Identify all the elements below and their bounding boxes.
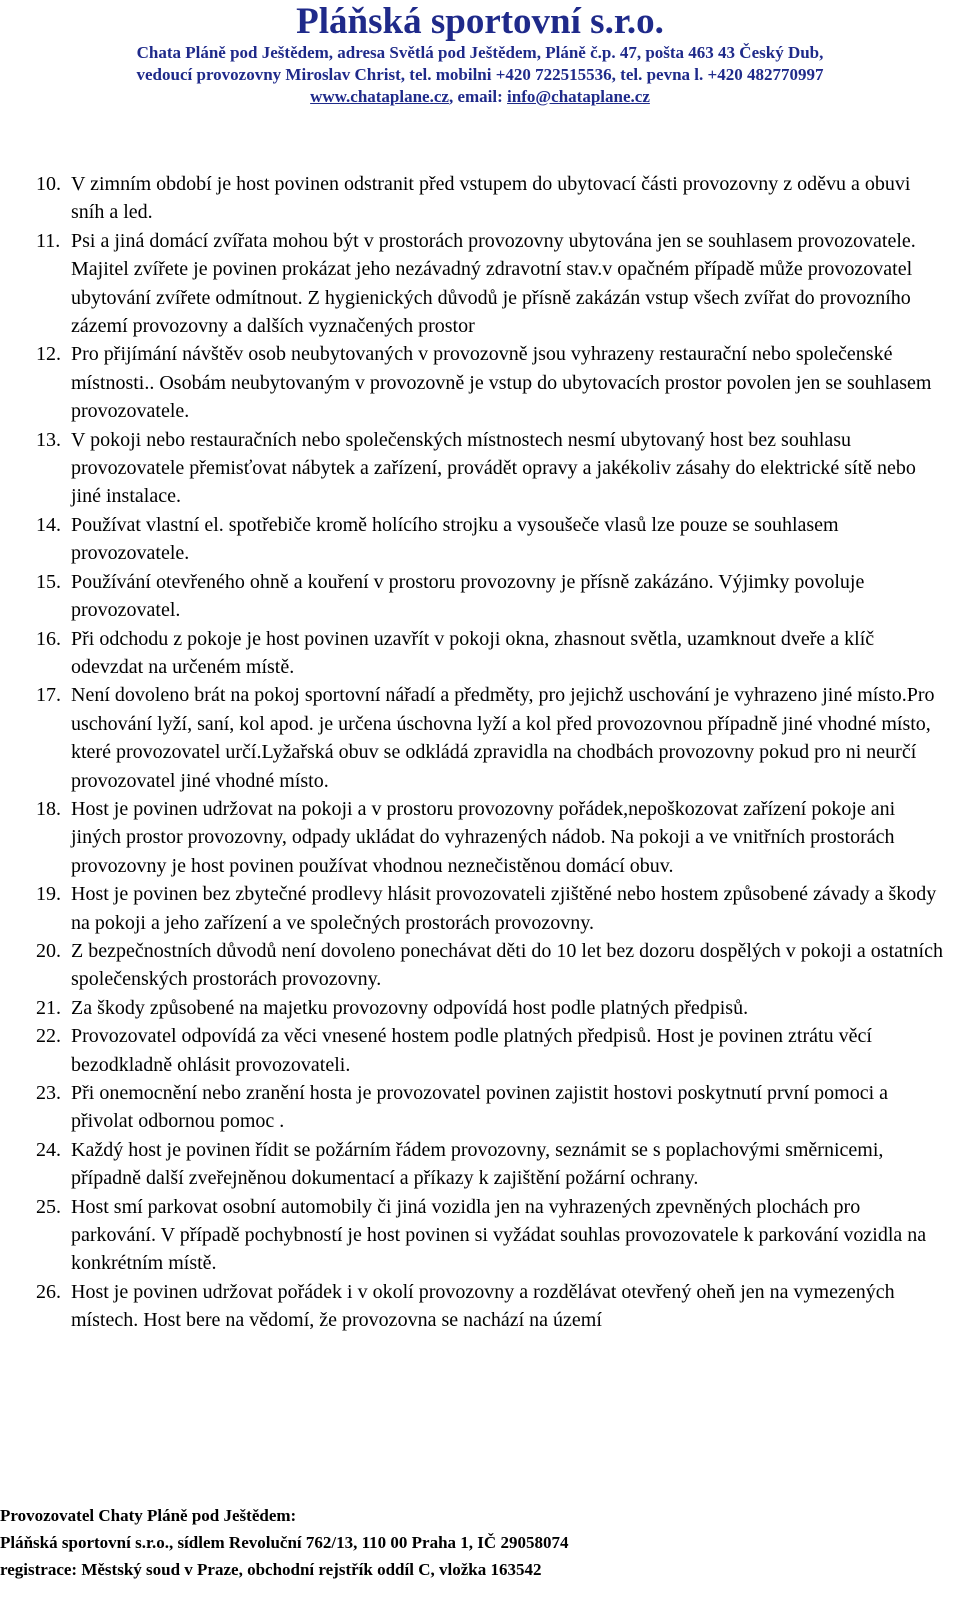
rule-text: Psi a jiná domácí zvířata mohou být v prostorách provozovny ubytována jen se souhlasem provozovatele. Majitel zvířete je povinen prokázat jeho nezávadný zdravotní stav.v opačném případě může provozovatel ubytování zvířete odmítnout. Z hygienických důvodů je přísně zakázán vstup všech zvířat do provozního zázemí provozovny a dalších vyznačených prostor (71, 229, 916, 338)
rule-text: Host je povinen bez zbytečné prodlevy hlásit provozovateli zjištěné nebo hostem způsobené závady a škody na pokoji a jeho zařízení a ve společných prostorách provozovny. (71, 883, 937, 934)
rules-list (36, 170, 946, 1335)
rule-item (36, 625, 946, 682)
rule-item (36, 227, 946, 341)
rule-text: Používat vlastní el. spotřebiče kromě holícího strojku a vysoušeče vlasů lze pouze se souhlasem provozovatele. (71, 513, 839, 565)
rule-item (36, 795, 946, 880)
rule-item (36, 994, 946, 1022)
rule-text: Z bezpečnostních důvodů není dovoleno ponechávat děti do 10 let bez dozoru dospělých v pokoji a ostatních společenských prostorách provozovny. (71, 939, 943, 991)
rule-number: 17. (36, 684, 61, 707)
website-link[interactable]: www.chataplane.cz (310, 87, 449, 106)
rule-number: 24. (36, 1138, 61, 1161)
rule-number: 26. (36, 1280, 61, 1303)
footer (0, 1502, 960, 1583)
rule-number: 12. (36, 343, 61, 366)
rule-text: Host smí parkovat osobní automobily či jiná vozidla jen na vyhrazených zpevněných plochách pro parkování. V případě pochybností je host povinen si vyžádat souhlas provozovatele k parkování vozidla na konkrétním místě. (71, 1195, 927, 1275)
rule-number: 15. (36, 570, 61, 593)
rule-text: Není dovoleno brát na pokoj sportovní nářadí a předměty, pro jejichž uschování je vyhrazeno jiné místo.Pro uschování lyží, saní, kol apod. je určena úschovna lyží a kol před provozovnou případně jiné vhodné místo, které provozovatel určí.Lyžařská obuv se odkládá zpravidla na chodbách provozovny pokud pro ni neurčí provozovatel jiné vhodné místo. (71, 684, 935, 792)
rule-number: 11. (36, 229, 61, 252)
company-name: Pláňská sportovní s.r.o. (296, 1, 664, 42)
rule-item (36, 568, 946, 625)
rule-item (36, 1079, 946, 1136)
web-email-line (0, 86, 960, 108)
rule-number: 20. (36, 939, 61, 962)
email-link[interactable]: info@chataplane.cz (507, 87, 650, 106)
rule-item (36, 340, 946, 425)
rule-text: Při onemocnění nebo zranění hosta je provozovatel povinen zajistit hostovi poskytnutí první pomoci a přivolat odbornou pomoc . (71, 1082, 889, 1133)
letterhead (0, 0, 960, 108)
rule-text: Host je povinen udržovat na pokoji a v prostoru provozovny pořádek,nepoškozovat zařízení pokoje ani jiných prostor provozovny, odpady ukládat do vyhrazených nádob. Na pokoji a ve vnitřních prostorách provozovny je host povinen používat vhodnou neznečistěnou domácí obuv. (71, 797, 896, 877)
rule-text: Host je povinen udržovat pořádek i v okolí provozovny a rozdělávat otevřený oheň jen na vymezených místech. Host bere na vědomí, že provozovna se nachází na území (71, 1280, 895, 1332)
rule-item (36, 880, 946, 937)
rule-number: 10. (36, 173, 61, 195)
rule-item (36, 170, 946, 227)
rule-item (36, 937, 946, 994)
rule-item (36, 1136, 946, 1193)
rule-text: Za škody způsobené na majetku provozovny odpovídá host podle platných předpisů. (71, 996, 749, 1019)
contact-line: vedoucí provozovny Miroslav Christ, tel. mobilni +420 722515536, tel. pevna l. +420 482770997 (136, 65, 824, 84)
rule-item (36, 1022, 946, 1079)
rule-number: 23. (36, 1082, 61, 1104)
rule-text: V pokoji nebo restauračních nebo společenských místnostech nesmí ubytovaný host bez souhlasu provozovatele přemisťovat nábytek a zařízení, provádět opravy a jakékoliv zásahy do elektrické sítě nebo jiné instalace. (71, 428, 916, 508)
rule-number: 13. (36, 428, 61, 451)
email-label: , email: (448, 87, 508, 106)
rule-number: 21. (36, 996, 61, 1019)
rule-number: 18. (36, 797, 61, 820)
rule-text: Pro přijímání návštěv osob neubytovaných v provozovně jsou vyhrazeny restaurační nebo společenské místnosti.. Osobám neubytovaným v provozovně je vstup do ubytovacích prostor povolen jen se souhlasem provozovatele. (71, 343, 932, 423)
footer-registration: registrace: Městský soud v Praze, obchodní rejstřík oddíl C, vložka 163542 (0, 1560, 542, 1579)
rule-text: Provozovatel odpovídá za věci vnesené hostem podle platných předpisů. Host je povinen ztrátu věcí bezodkladně ohlásit provozovateli. (71, 1025, 872, 1076)
rule-text: Používání otevřeného ohně a kouření v prostoru provozovny je přísně zakázáno. Výjimky povoluje provozovatel. (71, 570, 865, 622)
rule-number: 16. (36, 627, 61, 650)
rule-text: V zimním období je host povinen odstranit před vstupem do ubytovací části provozovny z oděvu a obuvi sníh a led. (71, 173, 911, 224)
rule-number: 14. (36, 513, 61, 536)
address-line: Chata Pláně pod Ještědem, adresa Světlá pod Ještědem, Pláně č.p. 47, pošta 463 43 Český Dub, (136, 43, 824, 62)
rule-text: Při odchodu z pokoje je host povinen uzavřít v pokoji okna, zhasnout světla, uzamknout dveře a klíč odevzdat na určeném místě. (71, 627, 875, 678)
rule-item (36, 681, 946, 795)
rule-number: 19. (36, 883, 61, 906)
rule-text: Každý host je povinen řídit se požárním řádem provozovny, seznámit se s poplachovými směrnicemi, případně další zveřejněnou dokumentací a příkazy k zajištění požární ochrany. (71, 1138, 884, 1190)
rule-item (36, 426, 946, 511)
footer-company-address: Pláňská sportovní s.r.o., sídlem Revoluční 762/13, 110 00 Praha 1, IČ 29058074 (0, 1533, 569, 1552)
footer-operator-heading: Provozovatel Chaty Pláně pod Ještědem: (0, 1506, 297, 1525)
rule-item (36, 1193, 946, 1278)
rule-number: 22. (36, 1025, 61, 1048)
rule-item (36, 1278, 946, 1335)
rule-item (36, 511, 946, 568)
rule-number: 25. (36, 1195, 61, 1218)
